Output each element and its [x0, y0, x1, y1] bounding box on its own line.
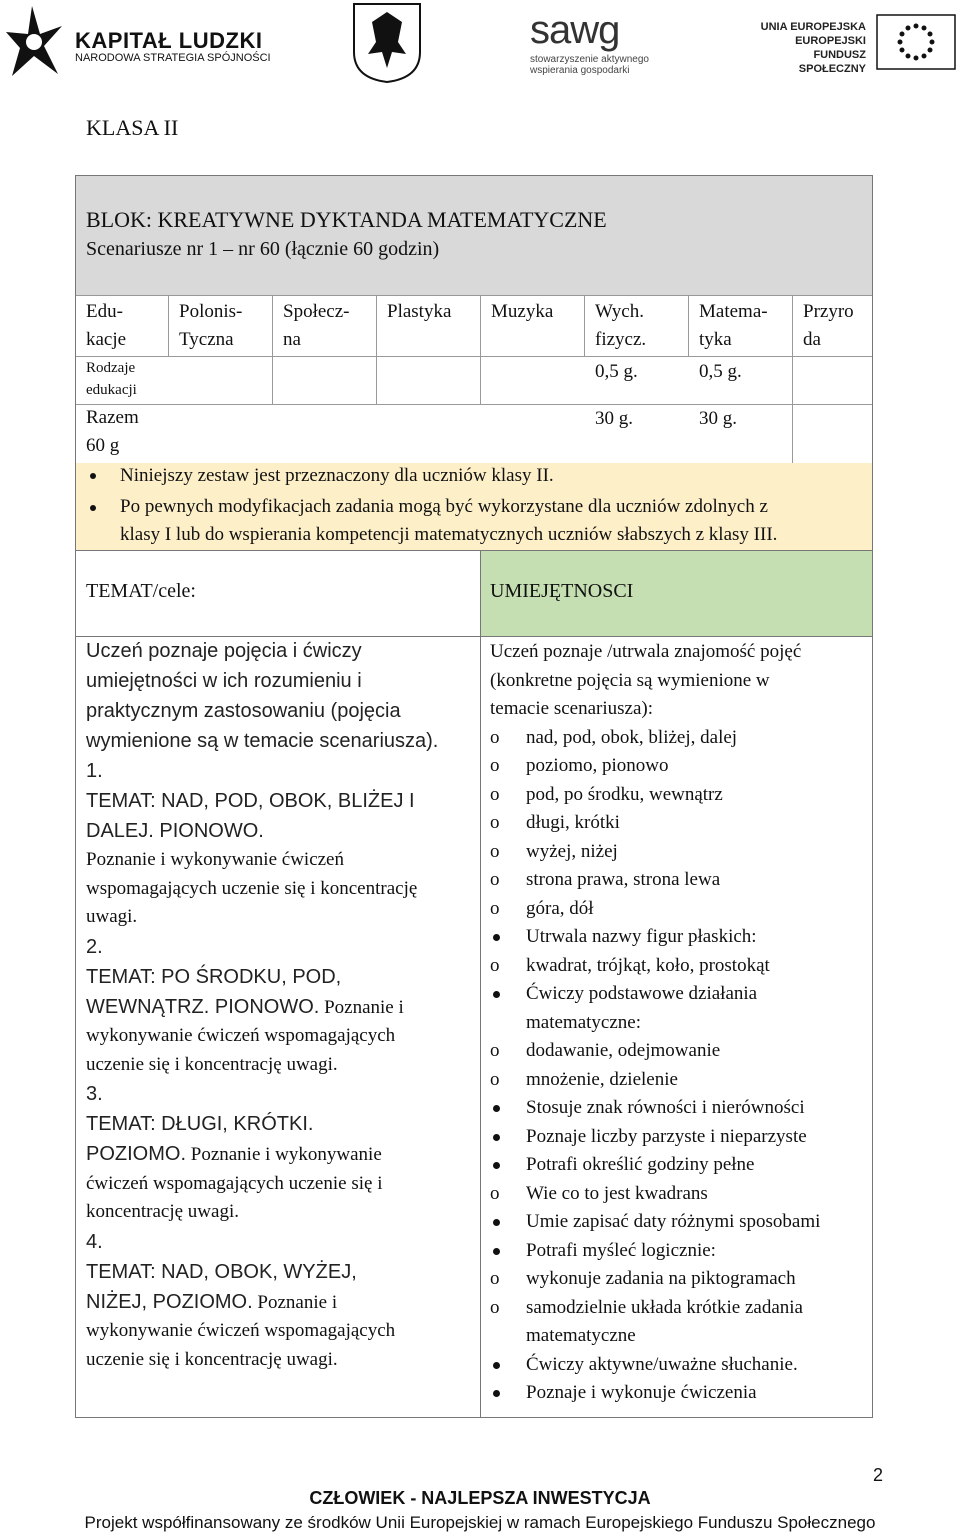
blok-subtitle: Scenariusze nr 1 – nr 60 (łącznie 60 godzin): [86, 238, 440, 260]
col-matematyka: Matema- tyka: [699, 301, 768, 350]
skill-item: Potrafi myśleć logicznie:: [490, 1237, 870, 1266]
table-border: [272, 295, 273, 404]
skill-item: o pod, po środku, wewnątrz: [490, 781, 870, 810]
footer-cofinancing: Projekt współfinansowany ze środków Unii Europejskiej w ramach Europejskiego Funduszu Społecznego: [84, 1513, 876, 1532]
skill-item: o Wie co to jest kwadrans: [490, 1180, 870, 1209]
skill-item: o dodawanie, odejmowanie: [490, 1037, 870, 1066]
rodzaje-value-2: 0,5 g.: [699, 361, 742, 382]
edukacje-header: Edu- kacje: [86, 301, 127, 350]
skill-item: o kwadrat, trójkąt, koło, prostokąt: [490, 952, 870, 981]
table-border: [792, 295, 793, 463]
skill-item: o mnożenie, dzielenie: [490, 1066, 870, 1095]
table-border: [168, 295, 169, 356]
razem-value-2: 30 g.: [699, 408, 737, 429]
sawg-logo-text: sawg: [530, 8, 620, 52]
skill-item: o wyżej, niżej: [490, 838, 870, 867]
skill-item: o nad, pod, obok, bliżej, dalej: [490, 724, 870, 753]
skill-item: o poziomo, pionowo: [490, 752, 870, 781]
sawg-logo-subtitle: stowarzyszenie aktywnego wspierania gospodarki: [530, 54, 649, 76]
coat-of-arms-logo: [352, 2, 422, 84]
ue-logo-text: UNIA EUROPEJSKA EUROPEJSKI FUNDUSZ SPOŁECZNY: [760, 21, 866, 75]
eu-flag-logo: [876, 14, 956, 70]
razem-value-1: 30 g.: [595, 408, 633, 429]
skill-item: Poznaje i wykonuje ćwiczenia: [490, 1379, 870, 1408]
note-2: Po pewnych modyfikacjach zadania mogą być wykorzystane dla uczniów zdolnych z klasy I lub do wspierania kompetencji matematycznych uczniów słabszych z klasy III.: [120, 496, 778, 545]
skill-item: Ćwiczy aktywne/uważne słuchanie.: [490, 1351, 870, 1380]
temat-label: TEMAT/cele:: [86, 580, 196, 602]
table-border: [76, 404, 872, 405]
skill-item: Ćwiczy podstawowe działania matematyczne:: [490, 980, 870, 1037]
skill-item: Stosuje znak równości i nierówności: [490, 1094, 870, 1123]
skill-item: Utrwala nazwy figur płaskich:: [490, 923, 870, 952]
skill-item: o samodzielnie układa krótkie zadania matematyczne: [490, 1294, 870, 1351]
skill-item: Poznaje liczby parzyste i nieparzyste: [490, 1123, 870, 1152]
razem-label: Razem 60 g: [86, 407, 139, 456]
table-border: [376, 295, 377, 404]
logo-bar: [0, 0, 960, 90]
kapital-ludzki-subtitle: NARODOWA STRATEGIA SPÓJNOŚCI: [75, 52, 271, 64]
table-border: [76, 295, 872, 296]
table-border: [76, 356, 872, 357]
kapital-ludzki-logo: [4, 4, 64, 80]
table-border: [480, 295, 481, 404]
skill-item: o długi, krótki: [490, 809, 870, 838]
umiejetnosci-label: UMIEJĘTNOSCI: [490, 580, 634, 602]
col-muzyka: Muzyka: [491, 301, 554, 322]
bullet: [90, 473, 96, 479]
footer-slogan: CZŁOWIEK - NAJLEPSZA INWESTYCJA: [309, 1488, 651, 1508]
page-heading: KLASA II: [86, 115, 179, 140]
page-number: 2: [873, 1465, 884, 1485]
rodzaje-value-1: 0,5 g.: [595, 361, 638, 382]
skill-item: Potrafi określić godziny pełne: [490, 1151, 870, 1180]
col-spoleczna: Społecz- na: [283, 301, 350, 350]
kapital-ludzki-title: KAPITAŁ LUDZKI: [75, 28, 263, 53]
table-border: [584, 295, 585, 356]
temat-content: Uczeń poznaje pojęcia i ćwiczy umiejętności w ich rozumieniu i praktycznym zastosowaniu (pojęcia wymienione są w temacie scenariusza). 1. TEMAT: NAD, POD, OBOK, BLIŻEJ I DALEJ. PIONOWO. Poznanie i wykonywanie ćwiczeń wspomagających uczenie się i koncentrację uwagi. 2. TEMAT: PO ŚRODKU, POD, WEWNĄTRZ. PIONOWO. Poznanie i wykonywanie ćwiczeń wspomagających uczenie się i koncentrację uwagi. 3. TEMAT: DŁUGI, KRÓTKI. POZIOMO. Poznanie i wykonywanie ćwiczeń wspomagających uczenie się i koncentrację uwagi. 4. TEMAT: NAD, OBOK, WYŻEJ, NIŻEJ, POZIOMO. Poznanie i wykonywanie ćwiczeń wspomagających uczenie się i koncentrację uwagi.: [86, 640, 439, 1370]
col-przyroda: Przyro da: [803, 301, 854, 350]
col-wych-fizycz: Wych. fizycz.: [595, 301, 647, 350]
col-plastyka: Plastyka: [387, 301, 452, 322]
skill-item: Umie zapisać daty różnymi sposobami: [490, 1208, 870, 1237]
skill-item: o góra, dół: [490, 895, 870, 924]
umiejetnosci-content: Uczeń poznaje /utrwala znajomość pojęć (konkretne pojęcia są wymienione w temacie scenariusza): o nad, pod, obok, bliżej, dalej o poziomo, pionowo o pod, po środku, wewnątrz o długi, krótki o wyżej, niżej o strona prawa, strona lewa o góra, dół Utrwala nazwy figur płaskich: o kwadrat, trójkąt, koło, prostokąt Ćwiczy podstawowe działania matematyczne: o dodawanie, odejmowanie o mnożenie, dzielenie Stosuje znak równości i nierówności Poznaje liczby parzyste i nieparzyste Potrafi określić godziny pełne o Wie co to jest kwadrans Umie zapisać daty różnymi sposobami Potrafi myśleć logicznie: o wykonuje zadania na piktogramach o samodzielnie układa krótkie zadania matematyczne Ćwiczy aktywne/uważne słuchanie. Poznaje i wykonuje ćwiczenia: [490, 638, 870, 1408]
skill-list: [490, 724, 870, 1408]
table-border: [688, 295, 689, 356]
bullet: [90, 505, 96, 511]
skill-item: o wykonuje zadania na piktogramach: [490, 1265, 870, 1294]
blok-title: BLOK: KREATYWNE DYKTANDA MATEMATYCZNE: [86, 207, 607, 232]
note-1: Niniejszy zestaw jest przeznaczony dla uczniów klasy II.: [120, 465, 554, 486]
rodzaje-label: Rodzaje edukacji: [86, 360, 137, 398]
skill-item: o strona prawa, strona lewa: [490, 866, 870, 895]
col-polonistyczna: Polonis- Tyczna: [179, 301, 243, 350]
